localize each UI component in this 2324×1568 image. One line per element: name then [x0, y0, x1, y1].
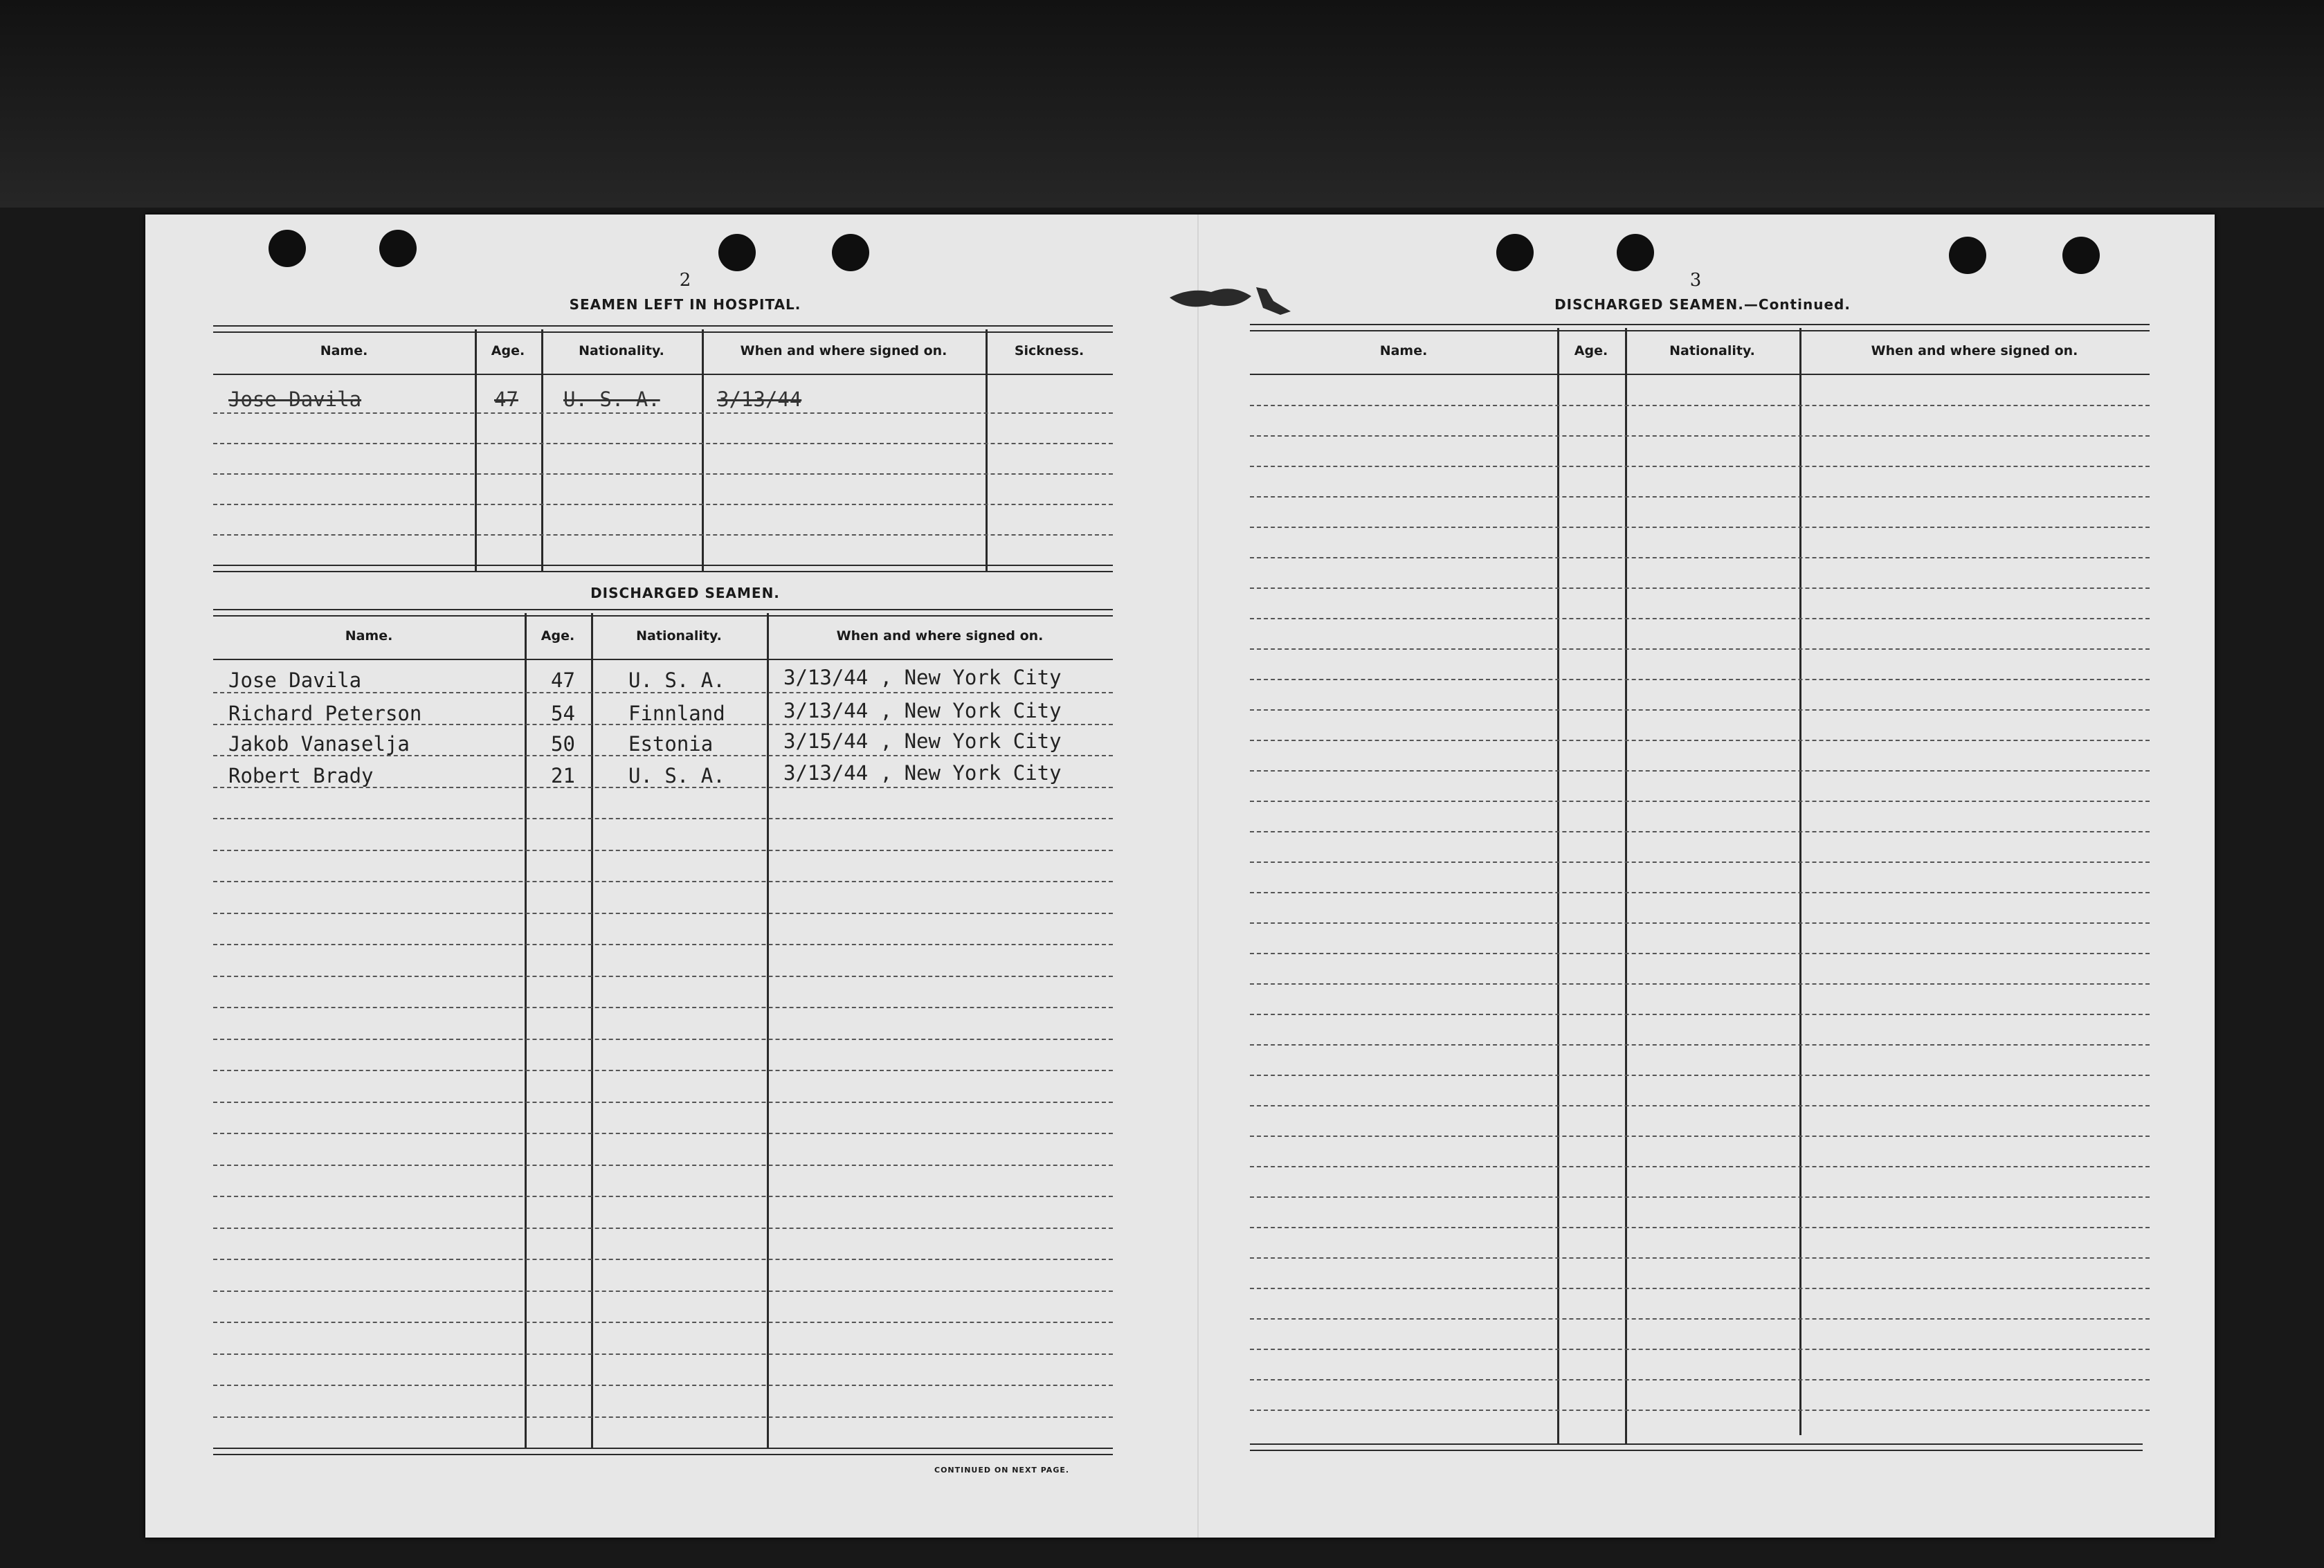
entry-line — [213, 1353, 1113, 1355]
seaman-age: 21 — [551, 764, 575, 787]
punch-hole — [1949, 237, 1986, 274]
entry-line — [213, 1259, 1113, 1260]
punch-hole — [832, 234, 869, 271]
column-header: Age. — [491, 343, 525, 358]
discharged-section-title: DISCHARGED SEAMEN. — [590, 585, 780, 601]
punch-hole — [269, 230, 306, 267]
entry-line — [1250, 953, 2150, 954]
entry-line — [213, 850, 1113, 851]
entry-line — [213, 1165, 1113, 1166]
entry-line — [213, 1291, 1113, 1292]
page-number: 3 — [1689, 270, 1702, 291]
double-rule — [213, 325, 1113, 333]
entry-line — [1250, 831, 2150, 832]
entry-line — [1250, 1105, 2150, 1106]
column-header: Age. — [541, 628, 575, 644]
entry-line — [1250, 587, 2150, 589]
column-header: When and where signed on. — [740, 343, 947, 358]
entry-line — [213, 1385, 1113, 1386]
column-header: Age. — [1574, 343, 1608, 358]
column-header: Name. — [320, 343, 368, 358]
punch-hole — [2062, 237, 2100, 274]
double-rule — [213, 1448, 1113, 1455]
seaman-nationality: U. S. A. — [628, 668, 725, 692]
entry-line — [1250, 862, 2150, 863]
entry-line — [1250, 1227, 2150, 1228]
entry-line — [1250, 496, 2150, 498]
continued-note: CONTINUED ON NEXT PAGE. — [934, 1466, 1070, 1475]
entry-line — [213, 787, 1113, 788]
discharged-continued-title: DISCHARGED SEAMEN.—Continued. — [1554, 296, 1851, 313]
seaman-name: Jakob Vanaselja — [228, 732, 410, 756]
entry-line — [213, 1102, 1113, 1103]
manifest-spread — [145, 215, 2215, 1538]
entry-line — [213, 1196, 1113, 1197]
entry-line — [1250, 435, 2150, 437]
entry-line — [1250, 922, 2150, 924]
entry-line — [1250, 1288, 2150, 1289]
seaman-signed-on: 3/13/44 , New York City — [783, 666, 1062, 689]
column-divider — [1557, 328, 1559, 1443]
entry-line — [1250, 557, 2150, 558]
seaman-nationality: Estonia — [628, 732, 714, 756]
entry-line — [213, 692, 1113, 693]
entry-line — [213, 443, 1113, 444]
column-divider — [1625, 328, 1627, 1443]
punch-hole — [1617, 234, 1654, 271]
entry-line — [1250, 801, 2150, 802]
entry-line — [1250, 527, 2150, 528]
entry-line — [213, 1228, 1113, 1229]
punch-hole — [718, 234, 756, 271]
seaman-nationality: U. S. A. — [628, 764, 725, 787]
entry-line — [1250, 679, 2150, 680]
entry-line — [1250, 709, 2150, 711]
punch-hole — [379, 230, 417, 267]
entry-line — [1250, 1075, 2150, 1076]
entry-line — [1250, 1044, 2150, 1046]
column-header: Nationality. — [1669, 343, 1755, 358]
scanner-background — [0, 0, 2324, 208]
entry-line — [1250, 1014, 2150, 1015]
hospital-section-title: SEAMEN LEFT IN HOSPITAL. — [569, 296, 801, 313]
seaman-age: 54 — [551, 702, 575, 725]
struck-name: Jose Davila — [228, 388, 362, 411]
double-rule — [1250, 1443, 2143, 1451]
entry-line — [213, 818, 1113, 819]
entry-line — [213, 1322, 1113, 1323]
page-fold — [1197, 215, 1199, 1538]
entry-line — [1250, 405, 2150, 406]
entry-line — [1250, 1349, 2150, 1350]
header-rule — [1250, 374, 2150, 375]
entry-line — [213, 534, 1113, 536]
column-header: Nationality. — [636, 628, 722, 644]
header-rule — [213, 374, 1113, 375]
column-header: Name. — [1379, 343, 1428, 358]
entry-line — [1250, 892, 2150, 893]
struck-signed: 3/13/44 — [717, 388, 802, 411]
seaman-name: Richard Peterson — [228, 702, 422, 725]
seaman-name: Jose Davila — [228, 668, 362, 692]
entry-line — [213, 1070, 1113, 1071]
entry-line — [1250, 1166, 2150, 1167]
seaman-signed-on: 3/13/44 , New York City — [783, 699, 1062, 722]
entry-line — [213, 1039, 1113, 1040]
entry-line — [1250, 1318, 2150, 1320]
entry-line — [1250, 618, 2150, 619]
entry-line — [213, 1133, 1113, 1134]
ink-stain — [1170, 284, 1253, 311]
entry-line — [1250, 466, 2150, 467]
entry-line — [1250, 1257, 2150, 1259]
entry-line — [213, 1416, 1113, 1418]
ink-mark — [1253, 284, 1294, 318]
column-header: Sickness. — [1014, 343, 1084, 358]
entry-line — [213, 504, 1113, 505]
column-header: When and where signed on. — [836, 628, 1044, 644]
seaman-nationality: Finnland — [628, 702, 725, 725]
entry-line — [1250, 1379, 2150, 1380]
column-header: Nationality. — [579, 343, 664, 358]
column-header: When and where signed on. — [1871, 343, 2078, 358]
entry-line — [1250, 770, 2150, 772]
double-rule — [213, 609, 1113, 617]
entry-line — [213, 1007, 1113, 1008]
entry-line — [213, 473, 1113, 475]
entry-line — [213, 913, 1113, 914]
header-rule — [213, 659, 1113, 660]
double-rule — [1250, 324, 2150, 331]
entry-line — [213, 881, 1113, 882]
seaman-age: 50 — [551, 732, 575, 756]
entry-line — [1250, 740, 2150, 741]
entry-line — [1250, 1196, 2150, 1198]
entry-line — [213, 976, 1113, 977]
column-header: Name. — [345, 628, 393, 644]
column-divider — [1799, 328, 1801, 1435]
struck-age: 47 — [494, 388, 518, 411]
entry-line — [1250, 1410, 2150, 1411]
entry-line — [1250, 983, 2150, 985]
seaman-age: 47 — [551, 668, 575, 692]
entry-line — [213, 412, 1113, 414]
page-number: 2 — [679, 270, 691, 291]
entry-line — [213, 944, 1113, 945]
double-rule — [213, 565, 1113, 572]
punch-hole — [1496, 234, 1534, 271]
entry-line — [1250, 1136, 2150, 1137]
entry-line — [213, 755, 1113, 756]
entry-line — [213, 724, 1113, 725]
entry-line — [1250, 648, 2150, 650]
seaman-signed-on: 3/13/44 , New York City — [783, 761, 1062, 785]
struck-nationality: U. S. A. — [563, 388, 660, 411]
seaman-signed-on: 3/15/44 , New York City — [783, 729, 1062, 753]
seaman-name: Robert Brady — [228, 764, 374, 787]
